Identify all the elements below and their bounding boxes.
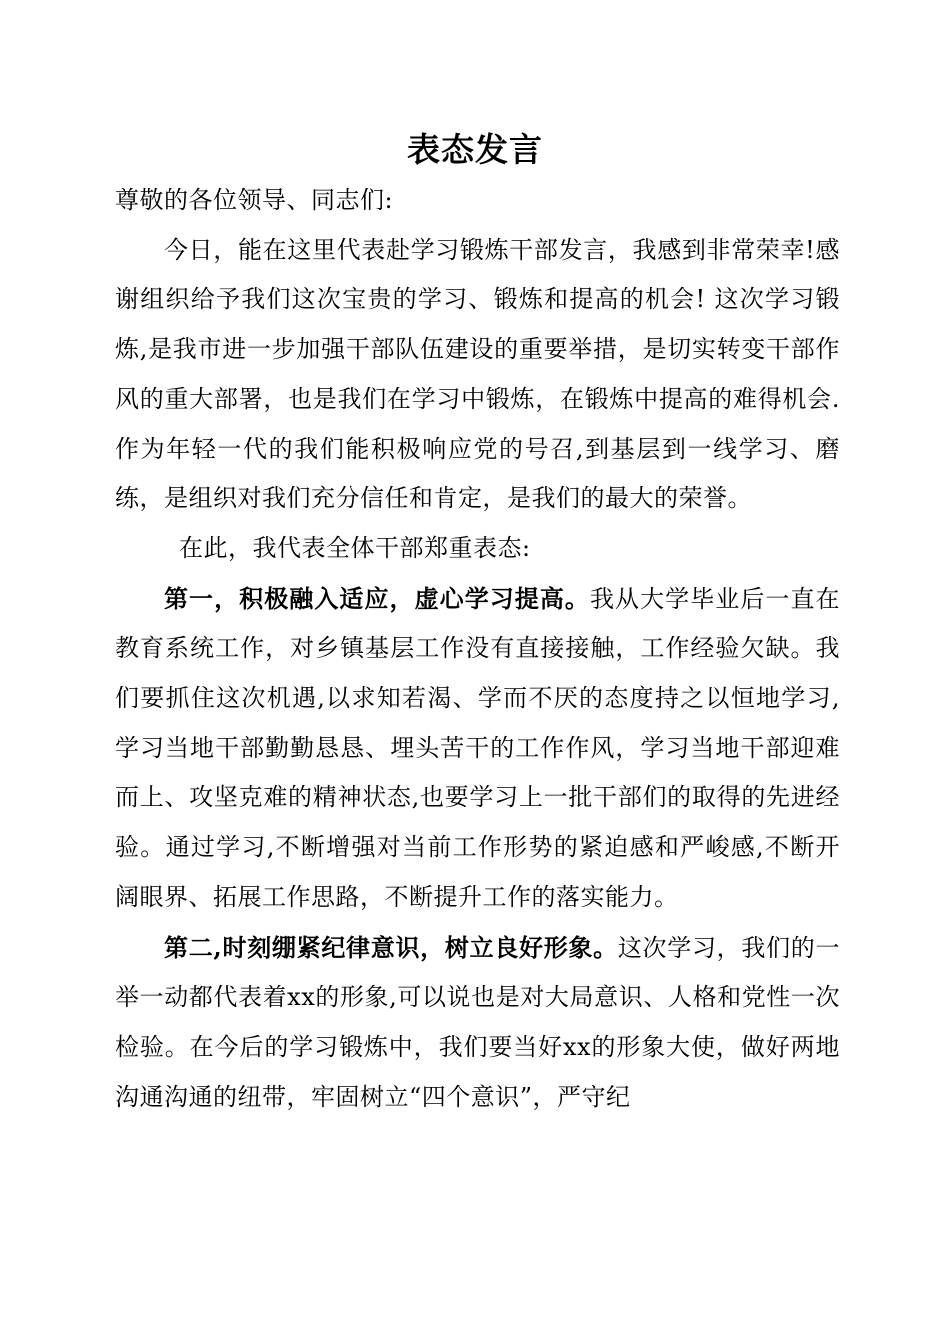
document-title: 表态发言 (407, 130, 543, 169)
paragraph-statement: 在此，我代表全体干部郑重表态: (179, 533, 531, 562)
salutation: 尊敬的各位领导、同志们: (115, 186, 394, 214)
document-body (115, 176, 840, 1122)
point-one-text: 我从大学毕业后一直在教育系统工作，对乡镇基层工作没有直接接触，工作经验欠缺。我们要抓住这次机遇,以求知若渴、学而不厌的态度持之以恒地学习,学习当地干部勤勤恳恳、埋头苦干的工作作风，学习当地干部迎难而上、攻坚克难的精神状态,也要学习上一批干部们的取得的先进经验。通过学习,不断增强对当前工作形势的紧迫感和严峻感,不断开阔眼界、拓展工作思路，不断提升工作的落实能力。 (115, 584, 841, 911)
paragraph-point-two (115, 923, 840, 1123)
point-two-heading: 第二,时刻绷紧纪律意识，树立良好形象。 (164, 932, 618, 962)
point-one-heading: 第一，积极融入适应，虚心学习提高。 (164, 583, 590, 613)
paragraph-point-one (115, 574, 840, 923)
point-two-text: 这次学习，我们的一举一动都代表着xx的形象,可以说也是对大局意识、人格和党性一次检验。在今后的学习锻炼中，我们要当好xx的形象大使，做好两地沟通沟通的纽带，牢固树立“四个意识”，严守纪 (115, 933, 840, 1111)
paragraph-intro: 今日，能在这里代表赴学习锻炼干部发言，我感到非常荣幸!感谢组织给予我们这次宝贵的学习、锻炼和提高的机会! 这次学习锻炼,是我市进一步加强干部队伍建设的重要举措，是切实转变干部作风的重大部署，也是我们在学习中锻炼，在锻炼中提高的难得机会.作为年轻一代的我们能积极响应党的号召,到基层到一线学习、磨练，是组织对我们充分信任和肯定，是我们的最大的荣誉。 (115, 235, 840, 513)
